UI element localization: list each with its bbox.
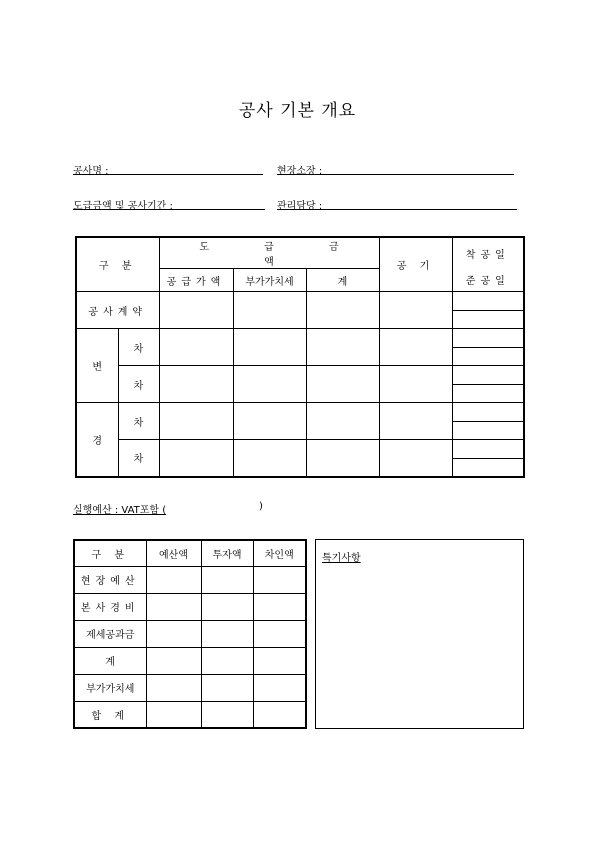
cell-input[interactable]: [159, 440, 233, 477]
row-change-top-label: 변: [76, 329, 118, 403]
cell-input[interactable]: [159, 403, 233, 440]
cell-input[interactable]: [452, 459, 524, 477]
cell-input[interactable]: [201, 593, 253, 620]
budget-header-invest: 투자액: [201, 540, 253, 566]
cell-input[interactable]: [452, 385, 524, 403]
cell-input[interactable]: [201, 701, 253, 728]
header-period: 공 기: [379, 237, 452, 292]
cell-input[interactable]: [253, 647, 306, 674]
cell-input[interactable]: [452, 292, 524, 311]
cell-input[interactable]: [159, 329, 233, 366]
cell-input[interactable]: [159, 366, 233, 403]
page-title: 공사 기본 개요: [238, 101, 357, 121]
cell-input[interactable]: [452, 403, 524, 422]
cell-input[interactable]: [233, 366, 306, 403]
cell-input[interactable]: [233, 292, 306, 329]
cell-input[interactable]: [146, 566, 201, 593]
contract-line[interactable]: [73, 209, 265, 210]
change-unit-label: 차: [118, 366, 159, 403]
cell-input[interactable]: [452, 366, 524, 385]
cell-input[interactable]: [379, 366, 452, 403]
cell-input[interactable]: [201, 647, 253, 674]
header-category: 구 분: [76, 237, 159, 292]
change-unit-label: 차: [118, 329, 159, 366]
cell-input[interactable]: [201, 674, 253, 701]
cell-input[interactable]: [452, 422, 524, 440]
site-manager-label: 현장소장 :: [277, 166, 323, 177]
budget-row-label: 부가가치세: [74, 674, 146, 701]
cell-input[interactable]: [146, 593, 201, 620]
notes-label: 특기사항: [322, 553, 361, 564]
budget-row-label: 합 계: [74, 701, 146, 728]
row-contract-label: 공사계약: [76, 292, 159, 329]
cell-input[interactable]: [233, 329, 306, 366]
cell-input[interactable]: [452, 311, 524, 329]
cell-input[interactable]: [146, 647, 201, 674]
cell-input[interactable]: [146, 701, 201, 728]
notes-box[interactable]: [315, 539, 524, 729]
change-unit-label: 차: [118, 403, 159, 440]
budget-header-diff: 차인액: [253, 540, 306, 566]
header-total: 계: [306, 269, 379, 292]
budget-close-paren: ): [259, 501, 263, 512]
project-name-label: 공사명 :: [73, 166, 109, 177]
budget-label-text: 실행예산 : VAT포함 (: [73, 505, 167, 516]
budget-row-label: 제세공과금: [74, 620, 146, 647]
cell-input[interactable]: [201, 620, 253, 647]
cell-input[interactable]: [159, 292, 233, 329]
cell-input[interactable]: [306, 403, 379, 440]
cell-input[interactable]: [306, 329, 379, 366]
budget-row-label: 현장예산: [74, 566, 146, 593]
cell-input[interactable]: [146, 620, 201, 647]
cell-input[interactable]: [379, 292, 452, 329]
cell-input[interactable]: [233, 440, 306, 477]
cell-input[interactable]: [306, 366, 379, 403]
contract-table: [75, 236, 525, 478]
cell-input[interactable]: [452, 348, 524, 366]
change-unit-label: 차: [118, 440, 159, 477]
cell-input[interactable]: [306, 292, 379, 329]
cell-input[interactable]: [379, 403, 452, 440]
cell-input[interactable]: [379, 329, 452, 366]
budget-table: [73, 539, 307, 729]
site-manager-line[interactable]: [277, 174, 514, 175]
budget-row-label: 본사경비: [74, 593, 146, 620]
cell-input[interactable]: [233, 403, 306, 440]
cell-input[interactable]: [253, 593, 306, 620]
cell-input[interactable]: [253, 566, 306, 593]
header-contract-amount: 도 급 금 액: [159, 237, 379, 269]
budget-header-budget: 예산액: [146, 540, 201, 566]
cell-input[interactable]: [253, 701, 306, 728]
header-start-date: 착공일: [452, 237, 524, 269]
cell-input[interactable]: [379, 440, 452, 477]
budget-row-label: 계: [74, 647, 146, 674]
cell-input[interactable]: [253, 620, 306, 647]
cell-input[interactable]: [452, 440, 524, 459]
cell-input[interactable]: [146, 674, 201, 701]
cell-input[interactable]: [253, 674, 306, 701]
row-change-bottom-label: 경: [76, 403, 118, 477]
header-vat: 부가가치세: [233, 269, 306, 292]
budget-header-category: 구 분: [74, 540, 146, 566]
manager-line[interactable]: [277, 209, 517, 210]
manager-label: 관리담당 :: [277, 201, 323, 212]
cell-input[interactable]: [201, 566, 253, 593]
budget-label: [73, 501, 166, 516]
header-end-date: 준공일: [452, 269, 524, 292]
project-name-line[interactable]: [73, 174, 263, 175]
cell-input[interactable]: [452, 329, 524, 348]
cell-input[interactable]: [306, 440, 379, 477]
header-supply: 공급가액: [159, 269, 233, 292]
contract-label: 도급금액 및 공사기간 :: [73, 201, 173, 212]
